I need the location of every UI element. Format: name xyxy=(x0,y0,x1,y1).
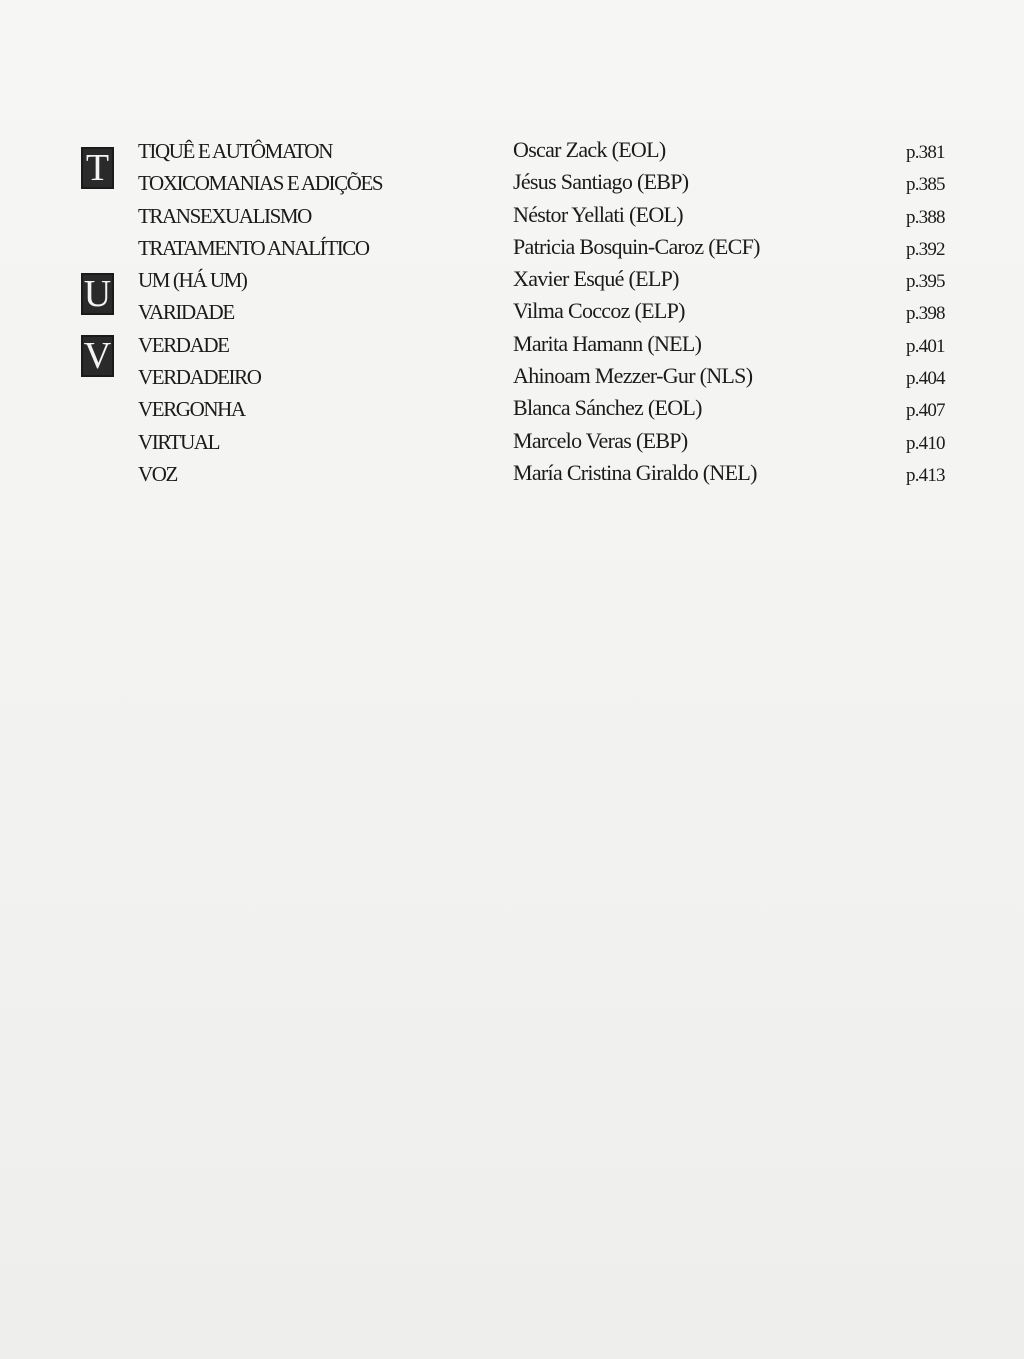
entry-term: TOXICOMANIAS E ADIÇÕES xyxy=(138,171,383,196)
toc-entry xyxy=(0,137,1024,169)
toc-entry xyxy=(0,428,1024,460)
entry-term: UM (HÁ UM) xyxy=(138,268,247,293)
toc-entry xyxy=(0,395,1024,427)
entry-author: Xavier Esqué (ELP) xyxy=(513,266,679,292)
toc-entry xyxy=(0,169,1024,201)
entry-page: p.392 xyxy=(906,238,945,260)
toc-entry xyxy=(0,331,1024,363)
entry-page: p.398 xyxy=(906,303,945,325)
entry-page: p.385 xyxy=(906,174,945,196)
toc-entry xyxy=(0,460,1024,492)
entry-term: VARIDADE xyxy=(138,300,234,325)
entry-page: p.413 xyxy=(906,464,945,486)
entry-term: VERDADE xyxy=(138,332,229,357)
section-letter-t-icon: T xyxy=(81,147,114,189)
entry-author: Marita Hamann (NEL) xyxy=(513,330,702,356)
entry-author: Marcelo Veras (EBP) xyxy=(513,427,688,453)
entry-author: Néstor Yellati (EOL) xyxy=(513,201,683,227)
entry-term: VERDADEIRO xyxy=(138,365,261,390)
entry-term: VERGONHA xyxy=(138,397,245,422)
entry-term: VIRTUAL xyxy=(138,429,220,454)
entry-page: p.404 xyxy=(906,368,945,390)
toc-entry xyxy=(0,298,1024,330)
toc-entry xyxy=(0,363,1024,395)
toc-entry xyxy=(0,202,1024,234)
entry-author: Oscar Zack (EOL) xyxy=(513,137,666,162)
entry-page: p.410 xyxy=(906,432,945,454)
toc-entry xyxy=(0,234,1024,266)
entry-author: Ahinoam Mezzer-Gur (NLS) xyxy=(513,363,753,389)
entry-page: p.388 xyxy=(906,206,945,228)
entry-author: María Cristina Giraldo (NEL) xyxy=(513,459,757,485)
entry-term: TIQUÊ E AUTÔMATON xyxy=(138,139,332,163)
entry-author: Vilma Coccoz (ELP) xyxy=(513,298,685,324)
toc-entry xyxy=(0,266,1024,298)
section-letter-v-icon: V xyxy=(81,335,114,377)
section-letter-u-icon: U xyxy=(81,273,114,315)
entry-term: TRANSEXUALISMO xyxy=(138,203,311,228)
entry-term: VOZ xyxy=(138,461,177,486)
entry-author: Blanca Sánchez (EOL) xyxy=(513,395,702,421)
entry-term: TRATAMENTO ANALÍTICO xyxy=(138,235,369,260)
entry-page: p.401 xyxy=(906,335,945,357)
entry-author: Patricia Bosquin-Caroz (ECF) xyxy=(513,233,760,259)
table-of-contents xyxy=(0,137,1024,492)
entry-author: Jésus Santiago (EBP) xyxy=(513,169,689,195)
entry-page: p.407 xyxy=(906,400,945,422)
entry-page: p.395 xyxy=(906,271,945,293)
entry-page: p.381 xyxy=(906,142,945,163)
